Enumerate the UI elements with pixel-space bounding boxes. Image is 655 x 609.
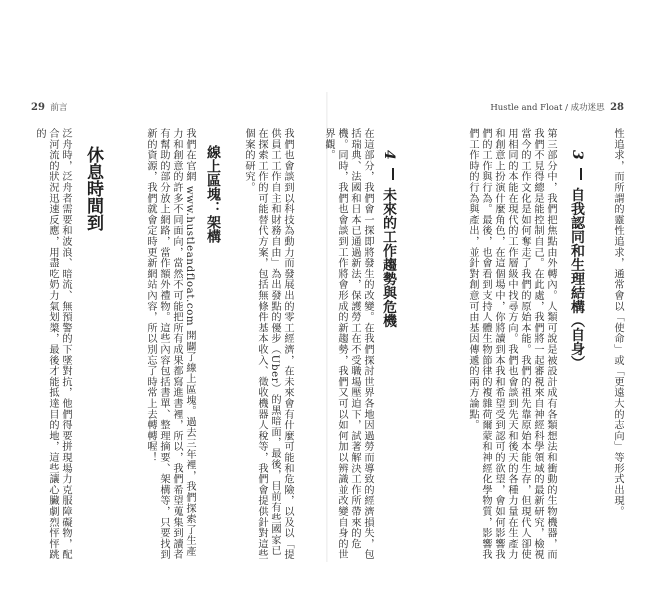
online-paragraph: 我們在官網 www.hustleandfloat.com 開闢了線上區塊。過去三年裡，我們探索了生產力和創意的許多不同面向，當然不可能把所有成果都寫進書裡，所以，我們希望蒐集到讀者有幫助的部分放上網路，當作額外禮物。這些內容包括書單、整理摘要、架構等，只要找到新的資源，我們就會定時更新網站內容，所以別忘了時常上去轉轉喔！ <box>145 128 195 560</box>
left-running-head: 前言 <box>50 103 68 113</box>
section-4-heading-visible <box>378 150 398 330</box>
section-4-number: 4 <box>381 150 397 160</box>
section-3-number: 3 <box>569 150 585 160</box>
rest-section-heading: 休息時間到 <box>83 146 103 231</box>
section-3-heading <box>566 150 586 370</box>
rest-paragraph: 泛舟時，泛舟者需要和波浪、暗流、無預警的下墜對抗，他們得要拼現場力克服障礙物，配合河流的狀況迅速反應，用盡吃奶力氣划槳，最後才能抵達目的地，這些讓心臟劇烈怦怦跳的 <box>34 128 71 560</box>
heading-rule-icon <box>580 168 582 180</box>
right-page-header <box>490 101 624 113</box>
heading-rule-icon <box>392 168 394 180</box>
page-gutter <box>326 92 328 562</box>
section-4-title: 未來的工作趨勢與危機 <box>381 187 397 328</box>
right-top-paragraph: 性追求，而所謂的靈性追求，通常會以「使命」或「更遠大的志向」等形式出現。 <box>612 128 623 517</box>
online-section-heading: 線上區塊：架構 <box>205 145 221 243</box>
right-page-number: 28 <box>610 102 624 113</box>
section-3-paragraph: 第三部分中，我們把焦點由外轉內。人類可說是被設計成有各類想法和衝動的生物機器，而我們不見得總是能控制自己。在此處，我們將一起審視來自神經科學領域的最新研究，檢視當今的工作文化是如何奪走了我們的原始本能。我們的祖先靠原始本能生存，但現代人卻使用相同的本能在現代的工作層級中找尋方向。我們也會談到先天和後天的各種力量在生產力和創意上扮演什麼角色，在這個場中，你將讀到本我和希望受到認可的欲望，會如何影響我們的工作與行為。最後，也會看到支持人體生物節律的複雜荷爾蒙和神經化學物質，影響我們工作時的行為與產出，並針對創意可由基因傳遞的兩方論點。 <box>467 128 556 560</box>
left-page-header <box>31 101 67 113</box>
right-running-head: Hustle and Float / 成功迷思 <box>490 103 605 113</box>
section-3-title: 自我認同和生理結構（自身） <box>569 187 585 370</box>
left-top-paragraph: 我們也會談到以科技為動力而發展出的零工經濟，在未來會有什麼可能和危險，以及以「提供員工工作自主和財務自由」為出發點的優步（Uber）的黑暗面，最後，目前有些國家已在探索工作的可能替代方案，包括無條件基本收入、徵收機器人稅等，我們會提供針對這些個案的研究。 <box>243 128 293 560</box>
section-4-paragraph: 在這部分，我們會一探即將發生的改變。在我們探討世界各地因過勞而導致的經濟損失，包括瑞典、法國和日本已通過新法，保護勞工在不受職場壓迫下，試著解決工作所帶來的危機。同時，我們也會談到工作將會形成的新趨勢，我們又可以如何加以辨識並改變自身的世界觀。 <box>323 128 373 560</box>
left-page-number: 29 <box>31 102 45 113</box>
